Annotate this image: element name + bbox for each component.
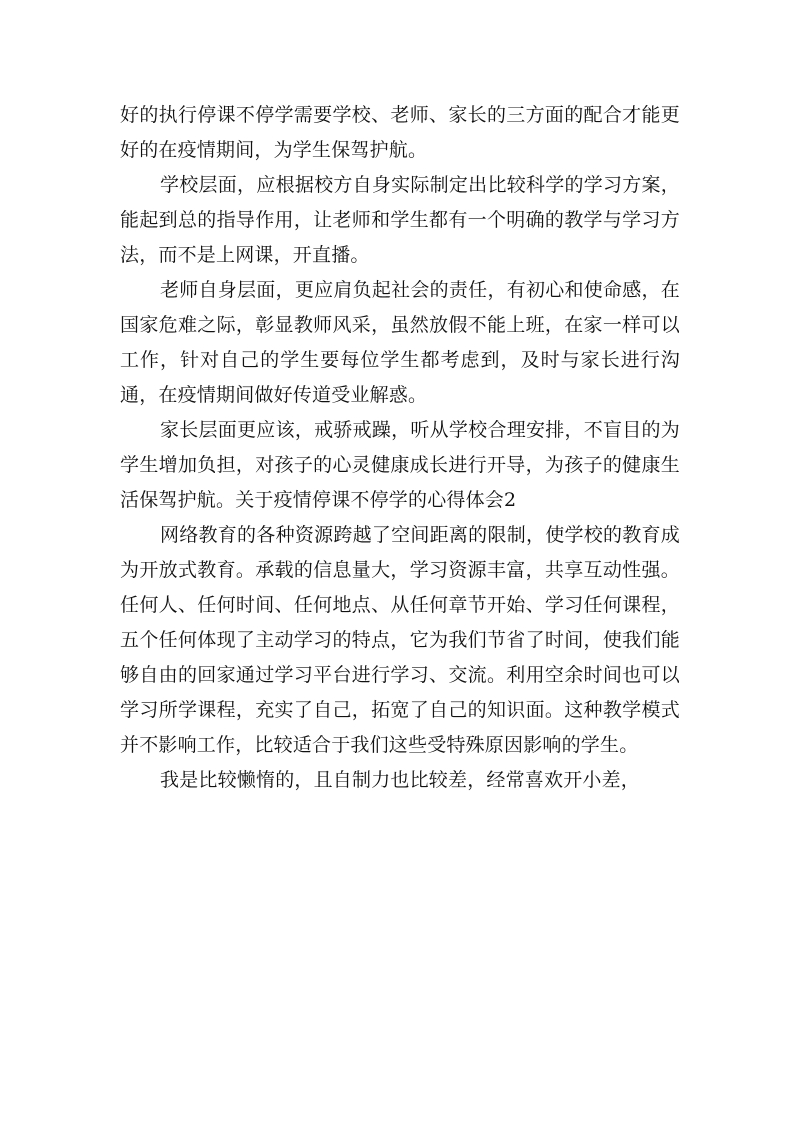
paragraph-3: 老师自身层面，更应肩负起社会的责任，有初心和使命感，在国家危难之际，彰显教师风采，虽然放假不能上班，在家一样可以工作，针对自己的学生要每位学生都考虑到，及时与家长进行沟通，在疫情期间做好传道受业解惑。 (120, 279, 680, 406)
paragraph-6: 我是比较懒惰的，且自制力也比较差，经常喜欢开小差， (160, 769, 641, 791)
paragraph-1: 好的执行停课不停学需要学校、老师、家长的三方面的配合才能更好的在疫情期间，为学生保驾护航。 (120, 104, 680, 161)
paragraph-2: 学校层面，应根据校方自身实际制定出比较科学的学习方案，能起到总的指导作用，让老师和学生都有一个明确的教学与学习方法，而不是上网课，开直播。 (120, 174, 680, 266)
document-body (120, 98, 680, 798)
paragraph-5: 网络教育的各种资源跨越了空间距离的限制，使学校的教育成为开放式教育。承载的信息量大，学习资源丰富，共享互动性强。任何人、任何时间、任何地点、从任何章节开始、学习任何课程，五个任何体现了主动学习的特点，它为我们节省了时间，使我们能够自由的回家通过学习平台进行学习、交流。利用空余时间也可以学习所学课程，充实了自己，拓宽了自己的知识面。这种教学模式并不影响工作，比较适合于我们这些受特殊原因影响的学生。 (120, 524, 680, 756)
paragraph-4: 家长层面更应该，戒骄戒躁，听从学校合理安排，不盲目的为学生增加负担，对孩子的心灵健康成长进行开导，为孩子的健康生活保驾护航。关于疫情停课不停学的心得体会2 (120, 419, 680, 511)
